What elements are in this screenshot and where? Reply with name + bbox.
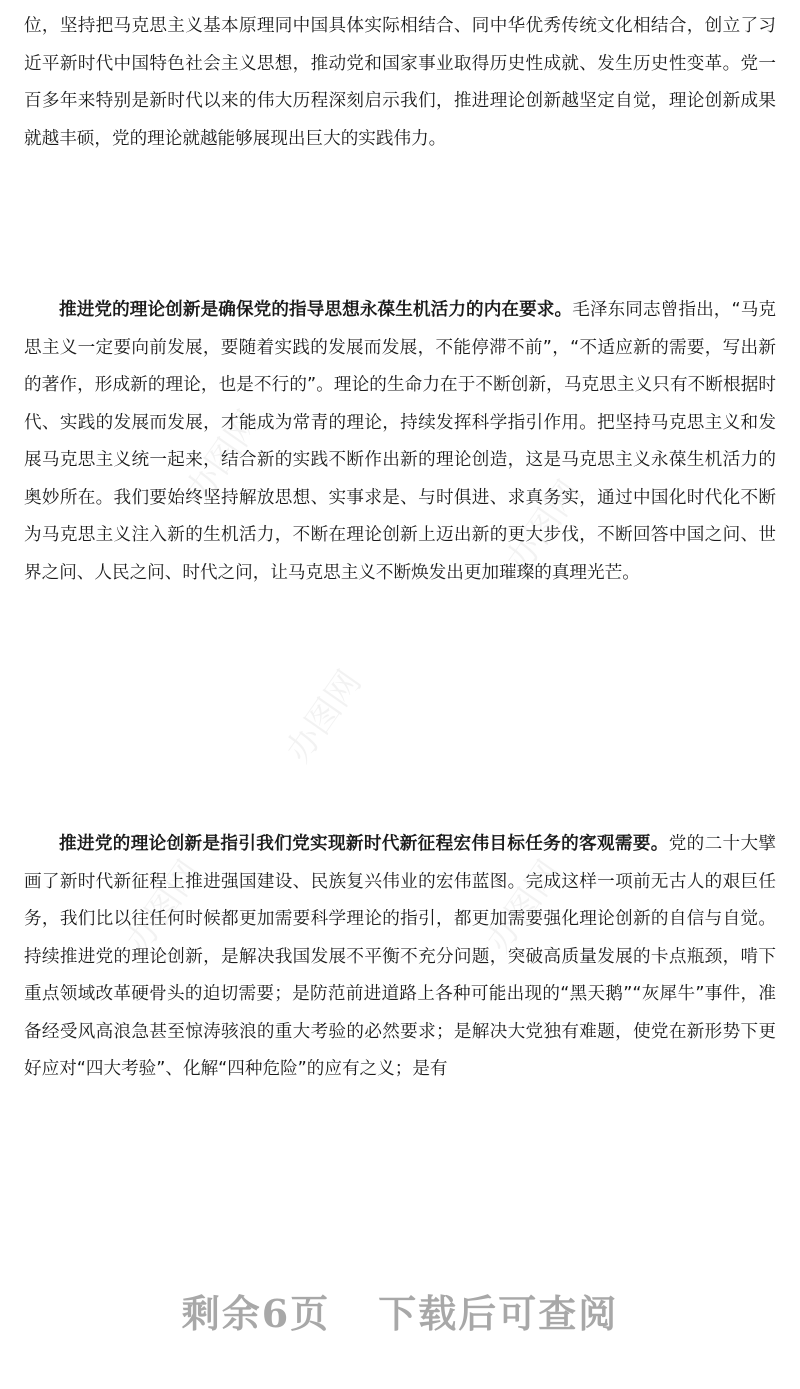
paragraph-2	[24, 292, 776, 592]
paragraph-3-text: 党的二十大擘画了新时代新征程上推进强国建设、民族复兴伟业的宏伟蓝图。完成这样一项前无古人的艰巨任务，我们比以往任何时候都更加需要科学理论的指引，都更加需要强化理论创新的自信与自觉。持续推进党的理论创新，是解决我国发展不平衡不充分问题，突破高质量发展的卡点瓶颈，啃下重点领域改革硬骨头的迫切需要；是防范前进道路上各种可能出现的“黑天鹅”“灰犀牛”事件，准备经受风高浪急甚至惊涛骇浪的重大考验的必然要求；是解决大党独有难题，使党在新形势下更好应对“四大考验”、化解“四种危险”的应有之义；是有	[24, 834, 776, 1079]
watermark-3: 办图网	[278, 663, 370, 770]
paragraph-1	[24, 8, 776, 158]
watermark-1: 办图网	[178, 403, 270, 510]
watermark-5: 办图网	[478, 853, 570, 960]
paragraph-3	[24, 826, 776, 1089]
watermark-4: 办图网	[118, 853, 210, 960]
paragraph-2-text: 毛泽东同志曾指出，“马克思主义一定要向前发展，要随着实践的发展而发展，不能停滞不前”，“不适应新的需要，写出新的著作，形成新的理论，也是不行的”。理论的生命力在于不断创新，马克思主义只有不断根据时代、实践的发展而发展，才能成为常青的理论，持续发挥科学指引作用。把坚持马克思主义和发展马克思主义统一起来，结合新的实践不断作出新的理论创造，这是马克思主义永葆生机活力的奥妙所在。我们要始终坚持解放思想、实事求是、与时俱进、求真务实，通过中国化时代化不断为马克思主义注入新的生机活力，不断在理论创新上迈出新的更大步伐，不断回答中国之问、世界之问、人民之问、时代之问，让马克思主义不断焕发出更加璀璨的真理光芒。	[24, 300, 776, 583]
download-hint-label[interactable]: 下载后可查阅	[378, 1290, 619, 1336]
watermark-2: 办图网	[498, 473, 590, 580]
remaining-pages-label[interactable]: 剩余6页	[181, 1290, 331, 1336]
paragraph-1-text: 位，坚持把马克思主义基本原理同中国具体实际相结合、同中华优秀传统文化相结合，创立了习近平新时代中国特色社会主义思想，推动党和国家事业取得历史性成就、发生历史性变革。党一百多年来特别是新时代以来的伟大历程深刻启示我们，推进理论创新越坚定自觉，理论创新成果就越丰硕，党的理论就越能够展现出巨大的实践伟力。	[24, 16, 776, 149]
download-prompt[interactable]	[0, 1250, 800, 1370]
paragraph-2-lead: 推进党的理论创新是确保党的指导思想永葆生机活力的内在要求。	[59, 300, 573, 320]
paragraph-3-lead: 推进党的理论创新是指引我们党实现新时代新征程宏伟目标任务的客观需要。	[59, 834, 669, 854]
